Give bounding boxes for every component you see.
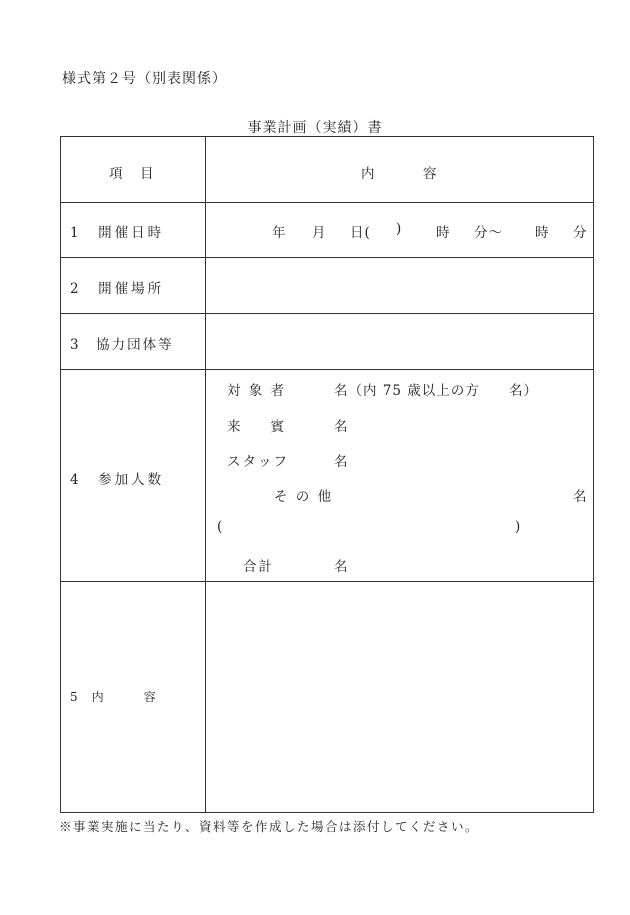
column-divider xyxy=(205,137,206,812)
participants-target-unit: 名（内 75 歳以上の方 xyxy=(334,383,480,399)
datetime-minute-start: 分～ xyxy=(474,225,503,241)
participants-staff-unit: 名 xyxy=(334,454,349,470)
datetime-day: 日( xyxy=(350,225,371,241)
participants-other-unit: 名 xyxy=(573,489,588,505)
row-divider xyxy=(61,202,593,203)
datetime-hour-end: 時 xyxy=(535,225,550,241)
datetime-year: 年 xyxy=(272,225,287,241)
document-title: 事業計画（実績）書 xyxy=(247,120,383,136)
row-label-content: 5 内 容 xyxy=(70,690,157,704)
plan-table xyxy=(60,136,594,813)
header-item: 項 目 xyxy=(109,166,156,182)
participants-guest-label: 来 賓 xyxy=(227,419,285,435)
participants-paren-close: ) xyxy=(515,519,522,535)
datetime-weekday-close: ) xyxy=(396,221,403,237)
row-label-datetime: 1 開催日時 xyxy=(70,225,165,241)
row-label-venue: 2 開催場所 xyxy=(70,281,165,297)
form-number: 様式第２号（別表関係） xyxy=(62,71,227,87)
header-content: 内 容 xyxy=(361,166,439,182)
row-divider xyxy=(61,369,593,370)
row-label-partners: 3 協力団体等 xyxy=(70,337,174,353)
datetime-hour-start: 時 xyxy=(436,225,451,241)
datetime-month: 月 xyxy=(312,225,327,241)
row-divider xyxy=(61,257,593,258)
participants-total-unit: 名 xyxy=(334,559,349,575)
participants-total-label: 合計 xyxy=(243,559,274,575)
participants-paren-open: ( xyxy=(217,519,224,535)
participants-guest-unit: 名 xyxy=(334,419,349,435)
row-divider xyxy=(61,313,593,314)
participants-target-unit-close: 名） xyxy=(509,383,538,399)
row-divider xyxy=(61,581,593,582)
participants-other-label: そ の 他 xyxy=(274,489,334,505)
row-label-participants: 4 参加人数 xyxy=(70,472,165,488)
participants-staff-label: スタッフ xyxy=(227,454,289,470)
datetime-minute-end: 分 xyxy=(573,225,588,241)
footer-note: ※事業実施に当たり、資料等を作成した場合は添付してください。 xyxy=(59,819,480,834)
participants-target-label: 対 象 者 xyxy=(227,383,287,399)
